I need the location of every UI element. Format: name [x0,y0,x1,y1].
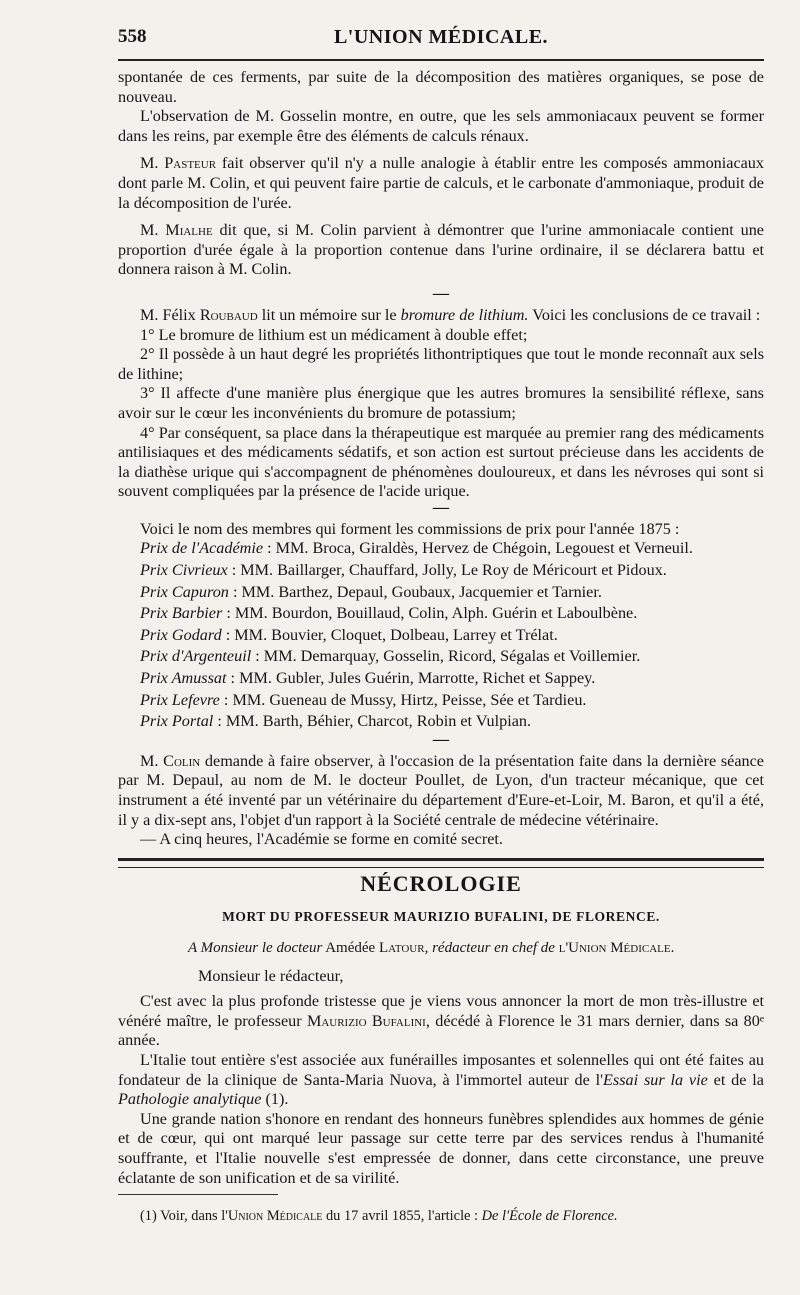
page-body [118,68,764,1227]
footnote: (1) Voir, dans l'Union Médicale du 17 avril 1855, l'article : De l'École de Florence. [140,1208,618,1225]
speaker-name: Roubaud [199,305,258,324]
prize-item: Prix Lefevre : MM. Gueneau de Mussy, Hirtz, Peisse, Sée et Tardieu. [140,690,587,709]
paragraph: L'Italie tout entière s'est associée aux funérailles imposantes et solennelles qui ont été faites au fondateur de la clinique de Santa-Maria Nuova, à l'immortel auteur de l'Essai sur la vie et de la Pathologie analytique (1). [118,1050,764,1109]
section-title: NÉCROLOGIE [360,870,522,896]
prize-item: Prix Civrieux : MM. Baillarger, Chauffard, Jolly, Le Roy de Méricourt et Pidoux. [140,561,667,580]
paragraph: — A cinq heures, l'Académie se forme en comité secret. [140,830,503,849]
prize-item: Prix Godard : MM. Bouvier, Cloquet, Dolbeau, Larrey et Trélat. [140,625,558,644]
salutation: Monsieur le rédacteur, [198,966,344,985]
running-title: L'UNION MÉDICALE. [333,26,549,48]
paragraph: spontanée de ces ferments, par suite de la décomposition des matières organiques, se pose de nouveau. [118,68,764,106]
speaker-name: Mialhe [165,221,213,240]
speaker-name: Pasteur [164,154,217,173]
conclusion-item: 3° Il affecte d'une manière plus énergique que les autres bromures la sensibilité réflexe, sans avoir sur le cœur les inconvénients du bromure de potassium; [118,384,764,422]
header-rule [118,59,764,61]
prize-item: Prix Amussat : MM. Gubler, Jules Guérin, Marrotte, Richet et Sappey. [140,669,596,688]
paragraph: L'observation de M. Gosselin montre, en outre, que les sels ammoniacaux peuvent se former dans les reins, par exemple être des éléments de calculs rénaux. [118,107,764,145]
person-name: Maurizio Bufalini [306,1011,426,1030]
page-number: 558 [118,26,147,47]
paragraph: C'est avec la plus profonde tristesse que je viens vous annoncer la mort de mon très-illustre et vénéré maître, le professeur Maurizio Bufalini, décédé à Florence le 31 mars dernier, dans sa 80ᵉ année. [118,992,764,1050]
section-rule [118,858,764,868]
conclusion-item: 2° Il possède à un haut degré les propriétés lithontriptiques que tout le monde reconnaît aux sels de lithine; [118,345,764,383]
conclusion-item: 4° Par conséquent, sa place dans la thérapeutique est marquée au premier rang des médicaments antilisiaques et des médicaments sédatifs, et son action est surtout précieuse dans les accidents de la diathèse urique qui s'accompagnent de phénomènes douloureux, et dans les névroses qui sont si souvent compliquées par la présence de l'acide urique. [118,423,764,501]
prize-item: Prix d'Argenteuil : MM. Demarquay, Gosselin, Ricord, Ségalas et Voillemier. [140,647,641,666]
paragraph: M. Colin demande à faire observer, à l'occasion de la présentation faite dans la dernière séance par M. Depaul, au nom de M. le docteur Poullet, de Lyon, d'un tracteur mécanique, que cet instrument a été inventé par un vétérinaire du département d'Eure-et-Loir, M. Baron, et qu'il a été, il y a dix-sept ans, l'objet d'un rapport à la Société centrale de médecine vétérinaire. [118,751,764,829]
paragraph: M. Félix Roubaud lit un mémoire sur le bromure de lithium. Voici les conclusions de ce travail : [140,305,761,324]
prize-item: Prix de l'Académie : MM. Broca, Giraldès, Hervez de Chégoin, Legouest et Verneuil. [140,539,693,558]
prize-list [118,539,764,731]
separator: — [432,497,450,516]
page-header [118,22,764,54]
separator: — [432,283,450,302]
prizes-intro: Voici le nom des membres qui forment les commissions de prix pour l'année 1875 : [140,519,680,538]
paragraph: M. Pasteur fait observer qu'il n'y a nulle analogie à établir entre les composés ammoniacaux dont parle M. Colin, et qui peuvent faire partie de calculs, et le carbonate d'ammoniaque, produit de la décomposition de l'urée. [118,154,764,212]
conclusion-item: 1° Le bromure de lithium est un médicament à double effet; [140,325,528,344]
separator: — [432,729,450,748]
footnote-rule [118,1194,278,1195]
prize-item: Prix Barbier : MM. Bourdon, Bouillaud, Colin, Alph. Guérin et Laboulbène. [140,604,638,623]
prize-item: Prix Capuron : MM. Barthez, Depaul, Goubaux, Jacquemier et Tarnier. [140,582,602,601]
paragraph: Une grande nation s'honore en rendant des honneurs funèbres splendides aux hommes de génie et de cœur, qui ont marqué leur passage sur cette terre par des services rendus à l'humanité souffrante, et l'Italie nouvelle s'est empressée de donner, dans cette circonstance, une preuve éclatante de son unification et de sa virilité. [118,1109,764,1187]
prize-item: Prix Portal : MM. Barth, Béhier, Charcot, Robin et Vulpian. [140,712,532,731]
article-title: MORT DU PROFESSEUR MAURIZIO BUFALINI, DE FLORENCE. [222,909,660,925]
memoir-title: bromure de lithium. [400,305,529,324]
letter-address: A Monsieur le docteur Amédée Latour, rédacteur en chef de l'Union Médicale. [188,939,675,956]
paragraph: M. Mialhe dit que, si M. Colin parvient à démontrer que l'urine ammoniacale contient une proportion d'urée égale à la proportion contenue dans l'urine ordinaire, il se déclarera battu et donnera raison à M. Colin. [118,221,764,279]
speaker-name: Colin [163,751,201,770]
